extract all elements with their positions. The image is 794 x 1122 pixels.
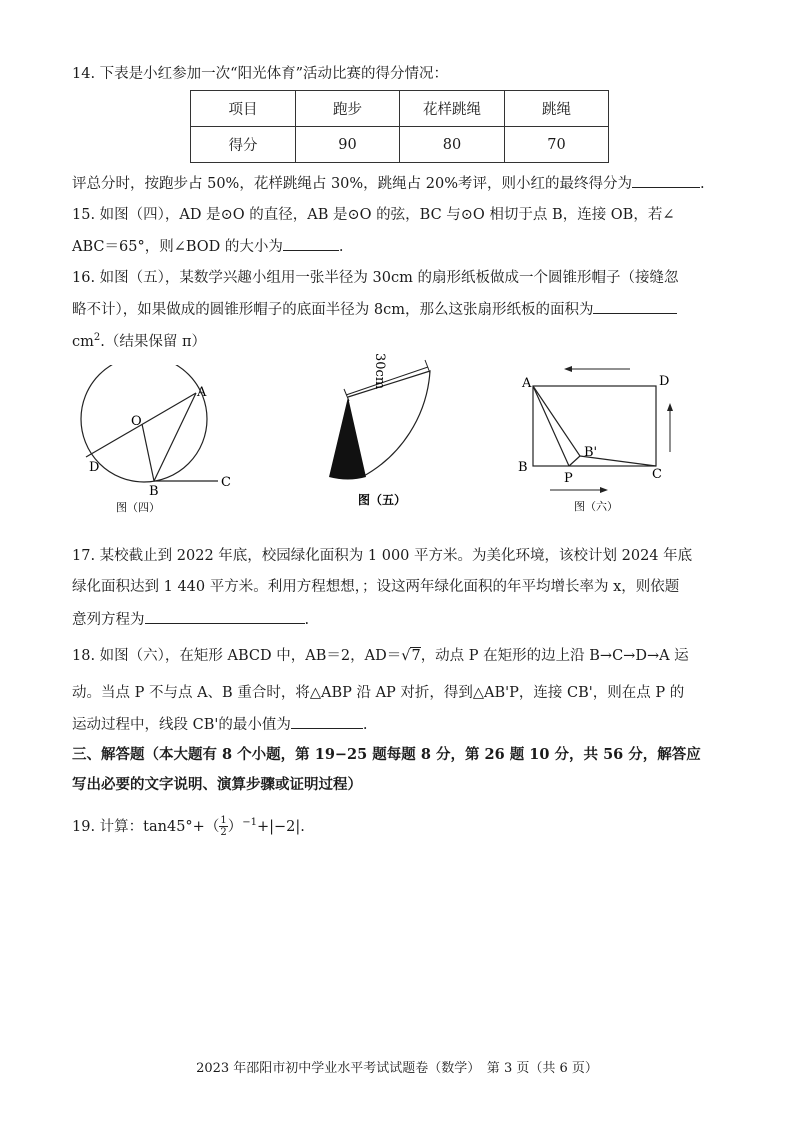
q18-line1: 18. 如图（六），在矩形 ABCD 中，AB＝2，AD＝√7，动点 P 在矩形的边上沿 B→C→D→A 运: [72, 648, 689, 664]
answer-blank: [593, 298, 677, 314]
q15-line2: ABC＝65°，则∠BOD 的大小为 .: [72, 235, 344, 257]
label-b: B: [149, 484, 159, 499]
table-header-cell: 项目: [191, 91, 296, 127]
q16-line2-text: 略不计），如果做成的圆锥形帽子的底面半径为 8cm，那么这张扇形纸板的面积为: [72, 302, 594, 318]
fraction-denominator: 2: [220, 827, 227, 839]
label-d: D: [89, 460, 100, 475]
q17-line2: 绿化面积达到 1 440 平方米。利用方程想想，；设这两年绿化面积的年平均增长率为 x，则依题: [72, 579, 680, 595]
answer-blank: [632, 172, 700, 188]
q18-line1-b: ，动点 P 在矩形的边上沿 B→C→D→A 运: [420, 648, 689, 664]
label-a: A: [197, 385, 207, 400]
q18-line2: 动。当点 P 不与点 A、B 重合时，将△ABP 沿 AP 对折，得到△AB'P，连接 CB'，则在点 P 的: [72, 685, 685, 701]
q14-after-text: 评总分时，按跑步占 50%，花样跳绳占 30%，跳绳占 20%考评，则小红的最终得分为: [72, 176, 633, 192]
q18-line1-a: 18. 如图（六），在矩形 ABCD 中，AB＝2，AD＝: [72, 648, 402, 664]
table-header-cell: 花样跳绳: [400, 91, 505, 127]
indicator-tick: [425, 360, 430, 373]
page-footer: 2023 年邵阳市初中学业水平考试试题卷（数学） 第 3 页（共 6 页）: [196, 1061, 598, 1076]
chord-ab: [154, 393, 196, 481]
fraction: [219, 815, 227, 838]
segment-ap: [533, 386, 569, 466]
triangle-abp-folded: [533, 386, 580, 466]
fraction-numerator: 1: [220, 815, 227, 827]
label-b-prime: B': [584, 445, 598, 460]
q14-after: 评总分时，按跑步占 50%，花样跳绳占 30%，跳绳占 20%考评，则小红的最终得分为 .: [72, 172, 705, 194]
label-p: P: [564, 471, 573, 486]
table-header-cell: 跑步: [296, 91, 400, 127]
cone-base: [329, 477, 366, 480]
table-header-row: [191, 91, 609, 127]
arrow-head: [564, 366, 572, 372]
q17-line3: 意列方程为 .: [72, 608, 309, 630]
table-row: [191, 127, 609, 163]
label-c: C: [221, 475, 231, 490]
q16-line2: [72, 298, 677, 320]
q19-suffix: +|−2|.: [256, 818, 305, 835]
answer-blank: [283, 235, 339, 251]
figure-4-caption: 图（四）: [116, 501, 160, 514]
q14-intro: 14. 下表是小红参加一次“阳光体育”活动比赛的得分情况：: [72, 66, 448, 82]
q16-unit-sup: 2: [93, 332, 101, 343]
table-cell: 90: [296, 127, 400, 163]
figure-6-caption: 图（六）: [574, 500, 618, 513]
cone-shape: [329, 397, 366, 477]
q17-line1: 17. 某校截止到 2022 年底，校园绿化面积为 1 000 平方米。为美化环境，该校计划 2024 年底: [72, 548, 693, 564]
label-b: B: [518, 460, 528, 475]
sqrt-radicand: 7: [411, 648, 421, 664]
q15-line2-text: ABC＝65°，则∠BOD 的大小为: [72, 239, 283, 255]
q16-line3: [72, 328, 206, 352]
answer-blank: [145, 608, 305, 624]
q18-line3-text: 运动过程中，线段 CB'的最小值为: [72, 717, 291, 733]
figure-4: [78, 365, 248, 515]
q19-prefix: 19. 计算：tan45°+（: [72, 818, 220, 835]
radius-label: 30cm: [372, 353, 387, 390]
figure-5-caption: 图（五）: [358, 493, 407, 507]
section-3-heading: 三、解答题（本大题有 8 个小题，第 19−25 题每题 8 分，第 26 题 10 分，共 56 分，解答应: [72, 746, 701, 763]
section-3-heading-cont: 写出必要的文字说明、演算步骤或证明过程）: [72, 776, 362, 793]
figure-5: [318, 345, 448, 515]
arrow-head: [600, 487, 608, 493]
q16-line1: 16. 如图（五），某数学兴趣小组用一张半径为 30cm 的扇形纸板做成一个圆锥形帽子（接缝忽: [72, 270, 679, 286]
table-cell: 80: [400, 127, 505, 163]
label-a: A: [522, 376, 532, 391]
q18-line3: 运动过程中，线段 CB'的最小值为 .: [72, 713, 367, 735]
figure-6: [512, 360, 682, 515]
q16-line3-rest: .（结果保留 π）: [100, 333, 206, 350]
q19-close: ）: [227, 818, 243, 835]
q19: [72, 813, 305, 838]
q19-exponent: −1: [242, 817, 257, 828]
label-c: C: [652, 467, 662, 482]
table-cell: 70: [505, 127, 609, 163]
score-table: [190, 90, 609, 163]
q15-line1: 15. 如图（四），AD 是⊙O 的直径，AB 是⊙O 的弦，BC 与⊙O 相切于点 B，连接 OB，若∠: [72, 207, 675, 223]
table-cell: 得分: [191, 127, 296, 163]
table-header-cell: 跳绳: [505, 91, 609, 127]
q16-unit: cm: [72, 333, 94, 350]
label-d: D: [659, 374, 670, 389]
q17-line3-text: 意列方程为: [72, 612, 145, 628]
arrow-head: [667, 403, 673, 411]
answer-blank: [291, 713, 363, 729]
radius-ob: [142, 424, 154, 481]
label-o: O: [131, 414, 142, 429]
